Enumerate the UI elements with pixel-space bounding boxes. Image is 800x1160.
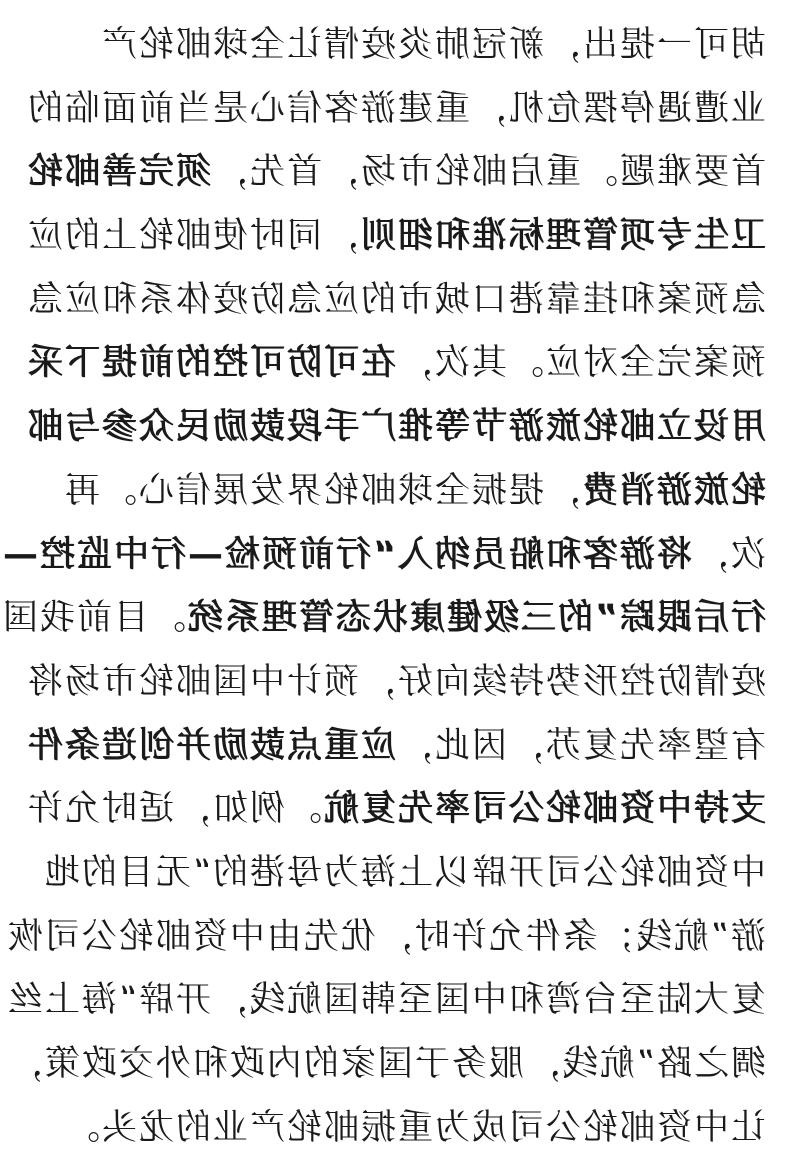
text-line — [5, 906, 766, 970]
text-line — [26, 715, 766, 779]
text-line — [0, 524, 766, 588]
text-line — [26, 1097, 766, 1160]
bold-text-segment: 轮旅游消费 — [580, 470, 766, 511]
text-segment: 。例如，适时允许 — [25, 789, 322, 830]
text-segment: 首要难题。重启邮轮市场，首先， — [210, 152, 766, 193]
text-segment: ，同时使邮轮上的应 — [25, 216, 359, 257]
text-segment: 让中资邮轮公司成为重振邮轮产业的龙头。 — [62, 1107, 766, 1148]
text-segment: 预案完全对应。其次， — [395, 343, 766, 384]
text-segment: 游”航线；条件允许时，优先由中资邮轮公司恢 — [5, 916, 766, 957]
text-line — [26, 332, 766, 396]
bold-text-segment: 卫生专项管理标准和细则 — [358, 216, 766, 257]
text-line — [0, 587, 766, 651]
text-segment: 。目前我国 — [0, 598, 186, 639]
text-line — [26, 269, 766, 333]
text-line — [26, 651, 766, 715]
text-line — [26, 14, 766, 78]
bold-text-segment: 须完善邮轮 — [25, 152, 211, 193]
bold-text-segment: 将游客和船员纳入“行前预检—行中监控— — [0, 534, 692, 575]
text-line — [26, 141, 766, 205]
text-line — [26, 460, 766, 524]
bold-text-segment: 行后跟踪”的三级健康状态管理系统 — [185, 598, 766, 639]
article-text — [0, 14, 766, 1160]
bold-text-segment: 用设立邮轮旅游节等推广手段鼓励民众参与邮 — [25, 407, 766, 448]
text-segment: 疫情防控形势持续向好，预计中国邮轮市场将 — [25, 661, 766, 702]
text-line — [5, 969, 766, 1033]
text-segment: 次， — [691, 534, 766, 575]
text-segment: 绸之路”航线，服务于国家的内政和外交政策， — [5, 1044, 766, 1084]
text-line — [26, 78, 766, 142]
text-line — [26, 396, 766, 460]
bold-text-segment: 支持中资邮轮公司率先复航 — [321, 789, 766, 830]
bold-text-segment: 在可防可控的前提下采 — [25, 343, 396, 384]
bold-text-segment: 应重点鼓励并创造条件 — [25, 725, 396, 766]
text-segment: 胡可一提出，新冠肺炎疫情让全球邮轮产 — [99, 25, 766, 65]
text-segment: 复大陆至台湾和中国至韩国航线，开辟“海上丝 — [5, 980, 766, 1021]
text-segment: 有望率先复苏，因此， — [395, 725, 766, 766]
text-line — [26, 778, 766, 842]
text-segment: 中资邮轮公司开辟以上海为母港的“无目的地 — [42, 852, 766, 893]
text-segment: ，提振全球邮轮界发展信心。再 — [62, 470, 581, 511]
text-line — [26, 842, 766, 906]
text-line — [26, 205, 766, 269]
text-segment: 急预案和挂靠港口城市的应急防疫体系和应急 — [25, 279, 766, 320]
text-segment: 业遭遇停摆危机，重建游客信心是当前面临的 — [25, 88, 766, 129]
